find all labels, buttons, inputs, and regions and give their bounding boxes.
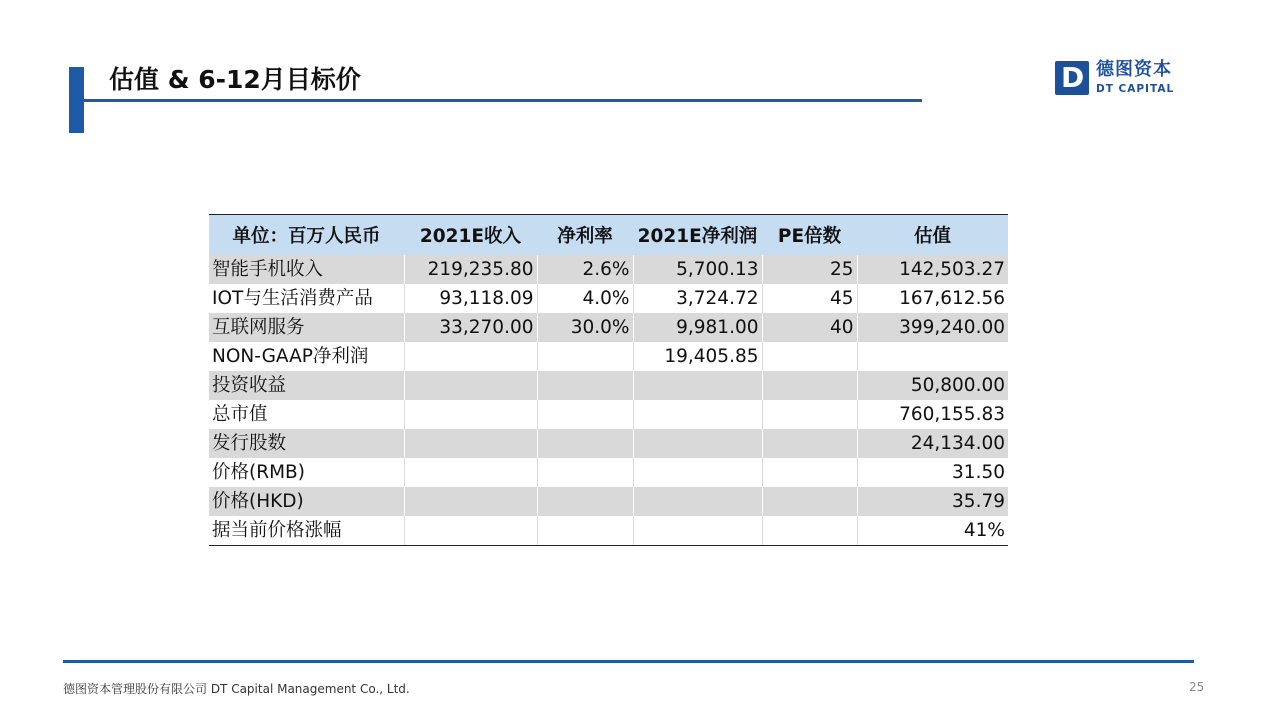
cell-net-margin <box>537 487 633 516</box>
cell-revenue: 33,270.00 <box>404 313 537 342</box>
row-label: 发行股数 <box>209 429 404 458</box>
table-row <box>209 458 1008 487</box>
cell-net-margin <box>537 371 633 400</box>
row-label: 总市值 <box>209 400 404 429</box>
cell-pe: 25 <box>762 255 857 284</box>
table-row <box>209 284 1008 313</box>
table-row <box>209 400 1008 429</box>
cell-net-profit <box>633 487 762 516</box>
cell-valuation: 167,612.56 <box>857 284 1008 313</box>
cell-net-margin: 4.0% <box>537 284 633 313</box>
row-label: IOT与生活消费产品 <box>209 284 404 313</box>
header-unit: 单位：百万人民币 <box>209 215 404 256</box>
cell-net-profit <box>633 429 762 458</box>
cell-net-margin <box>537 342 633 371</box>
cell-valuation: 399,240.00 <box>857 313 1008 342</box>
cell-revenue <box>404 342 537 371</box>
cell-valuation: 50,800.00 <box>857 371 1008 400</box>
cell-pe <box>762 371 857 400</box>
cell-pe <box>762 458 857 487</box>
cell-net-margin: 30.0% <box>537 313 633 342</box>
page-number: 25 <box>1189 680 1205 694</box>
cell-revenue: 219,235.80 <box>404 255 537 284</box>
valuation-table <box>209 214 1008 546</box>
cell-revenue <box>404 371 537 400</box>
header-net-margin: 净利率 <box>537 215 633 256</box>
cell-valuation: 760,155.83 <box>857 400 1008 429</box>
cell-revenue <box>404 429 537 458</box>
header-pe: PE倍数 <box>762 215 857 256</box>
cell-pe <box>762 429 857 458</box>
row-label: 价格(HKD) <box>209 487 404 516</box>
cell-net-profit <box>633 458 762 487</box>
cell-revenue <box>404 458 537 487</box>
cell-net-profit <box>633 516 762 546</box>
table-header-row <box>209 215 1008 256</box>
cell-valuation: 35.79 <box>857 487 1008 516</box>
cell-net-profit: 9,981.00 <box>633 313 762 342</box>
cell-valuation: 142,503.27 <box>857 255 1008 284</box>
logo-mark-letter: D <box>1061 61 1085 94</box>
header-valuation: 估值 <box>857 215 1008 256</box>
cell-pe <box>762 342 857 371</box>
table-row <box>209 342 1008 371</box>
cell-revenue <box>404 400 537 429</box>
table-row <box>209 429 1008 458</box>
cell-pe: 45 <box>762 284 857 313</box>
company-logo <box>1055 61 1185 97</box>
cell-net-margin <box>537 400 633 429</box>
table-row <box>209 487 1008 516</box>
cell-net-profit <box>633 371 762 400</box>
cell-pe <box>762 400 857 429</box>
table-row <box>209 371 1008 400</box>
table-row <box>209 313 1008 342</box>
table-row <box>209 516 1008 546</box>
logo-d-icon <box>1055 61 1089 95</box>
row-label: 投资收益 <box>209 371 404 400</box>
cell-net-profit <box>633 400 762 429</box>
cell-net-profit: 5,700.13 <box>633 255 762 284</box>
cell-pe <box>762 487 857 516</box>
cell-valuation: 24,134.00 <box>857 429 1008 458</box>
cell-revenue <box>404 487 537 516</box>
row-label: 价格(RMB) <box>209 458 404 487</box>
header-revenue: 2021E收入 <box>404 215 537 256</box>
cell-net-margin <box>537 516 633 546</box>
page-title: 估值 & 6-12月目标价 <box>109 65 361 94</box>
footer-company-name: 德图资本管理股份有限公司 DT Capital Management Co., Ltd. <box>63 682 410 696</box>
row-label: 互联网服务 <box>209 313 404 342</box>
cell-net-margin: 2.6% <box>537 255 633 284</box>
cell-revenue <box>404 516 537 546</box>
cell-valuation: 31.50 <box>857 458 1008 487</box>
row-label: 智能手机收入 <box>209 255 404 284</box>
title-underline <box>84 99 922 102</box>
cell-valuation: 41% <box>857 516 1008 546</box>
row-label: 据当前价格涨幅 <box>209 516 404 546</box>
cell-valuation <box>857 342 1008 371</box>
header-net-profit: 2021E净利润 <box>633 215 762 256</box>
cell-net-margin <box>537 429 633 458</box>
cell-net-profit: 3,724.72 <box>633 284 762 313</box>
table-row <box>209 255 1008 284</box>
logo-name-en: DT CAPITAL <box>1096 83 1175 95</box>
cell-pe: 40 <box>762 313 857 342</box>
title-accent-bar <box>69 67 84 133</box>
cell-net-profit: 19,405.85 <box>633 342 762 371</box>
footer-divider <box>63 660 1194 663</box>
cell-net-margin <box>537 458 633 487</box>
cell-revenue: 93,118.09 <box>404 284 537 313</box>
logo-name-cn: 德图资本 <box>1096 59 1172 80</box>
row-label: NON-GAAP净利润 <box>209 342 404 371</box>
cell-pe <box>762 516 857 546</box>
